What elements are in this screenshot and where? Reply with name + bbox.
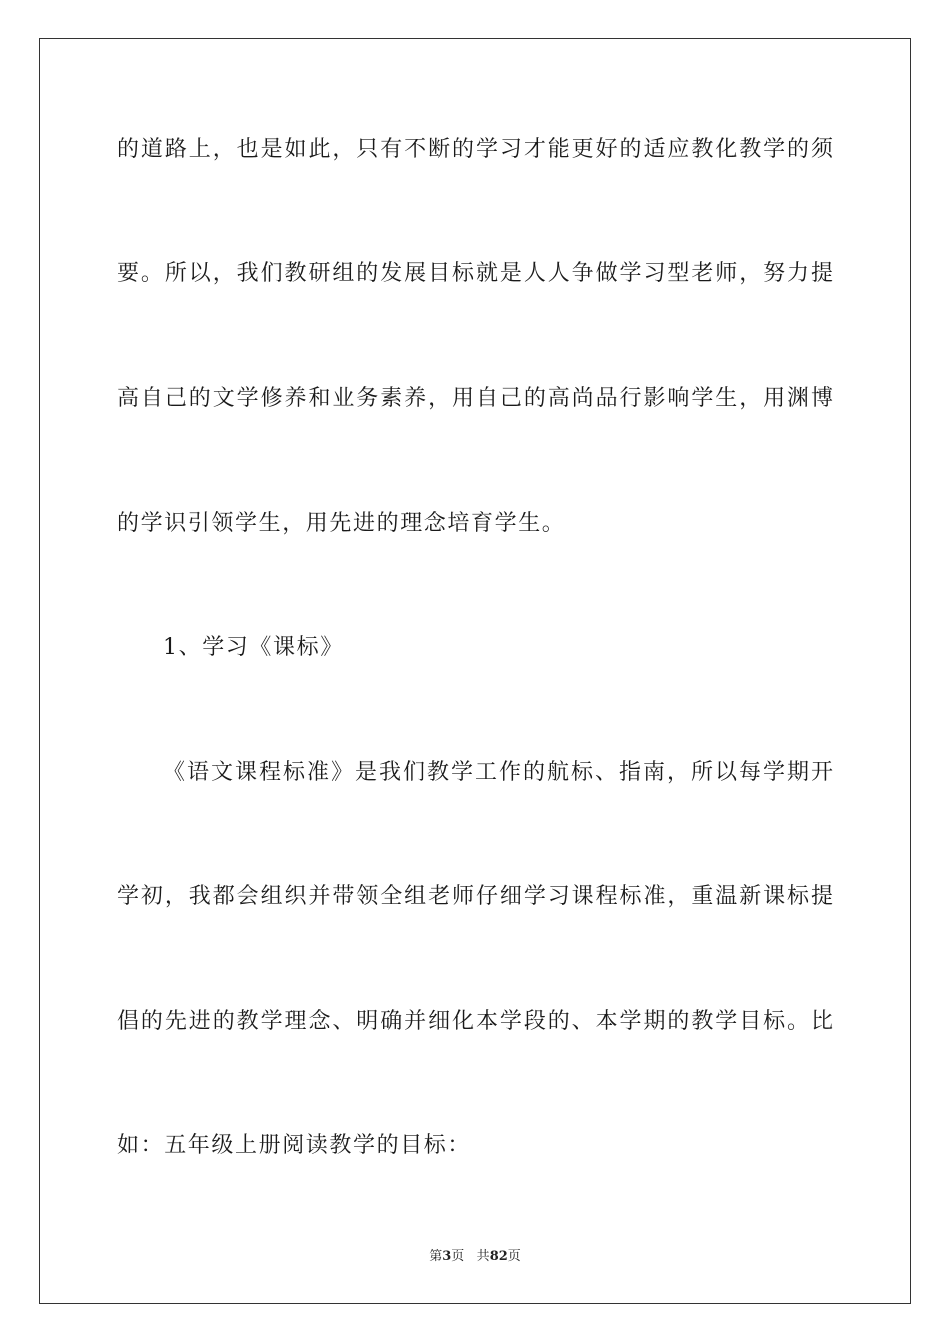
page-prefix: 第 — [429, 1249, 443, 1264]
page-border — [39, 38, 911, 1304]
total-suffix: 页 — [507, 1249, 521, 1264]
paragraph-line-8: 如：五年级上册阅读教学的目标： — [117, 1133, 472, 1158]
page-footer — [0, 1248, 950, 1266]
total-prefix: 共 — [476, 1249, 490, 1264]
paragraph-line-4: 的学识引领学生，用先进的理念培育学生。 — [117, 511, 566, 536]
page-number: 3 — [442, 1249, 452, 1264]
paragraph-line-6: 学初，我都会组织并带领全组老师仔细学习课程标准，重温新课标提 — [117, 884, 833, 909]
section-heading: 1、学习《课标》 — [163, 635, 344, 660]
paragraph-line-1: 的道路上，也是如此，只有不断的学习才能更好的适应教化教学的须 — [117, 137, 833, 162]
paragraph-line-5: 《语文课程标准》是我们教学工作的航标、指南，所以每学期开 — [163, 760, 833, 785]
paragraph-line-2: 要。所以，我们教研组的发展目标就是人人争做学习型老师，努力提 — [117, 261, 833, 286]
paragraph-line-3: 高自己的文学修养和业务素养，用自己的高尚品行影响学生，用渊博 — [117, 386, 833, 411]
paragraph-line-7: 倡的先进的教学理念、明确并细化本学段的、本学期的教学目标。比 — [117, 1009, 833, 1034]
page-total: 82 — [489, 1249, 508, 1264]
page-suffix: 页 — [451, 1249, 465, 1264]
